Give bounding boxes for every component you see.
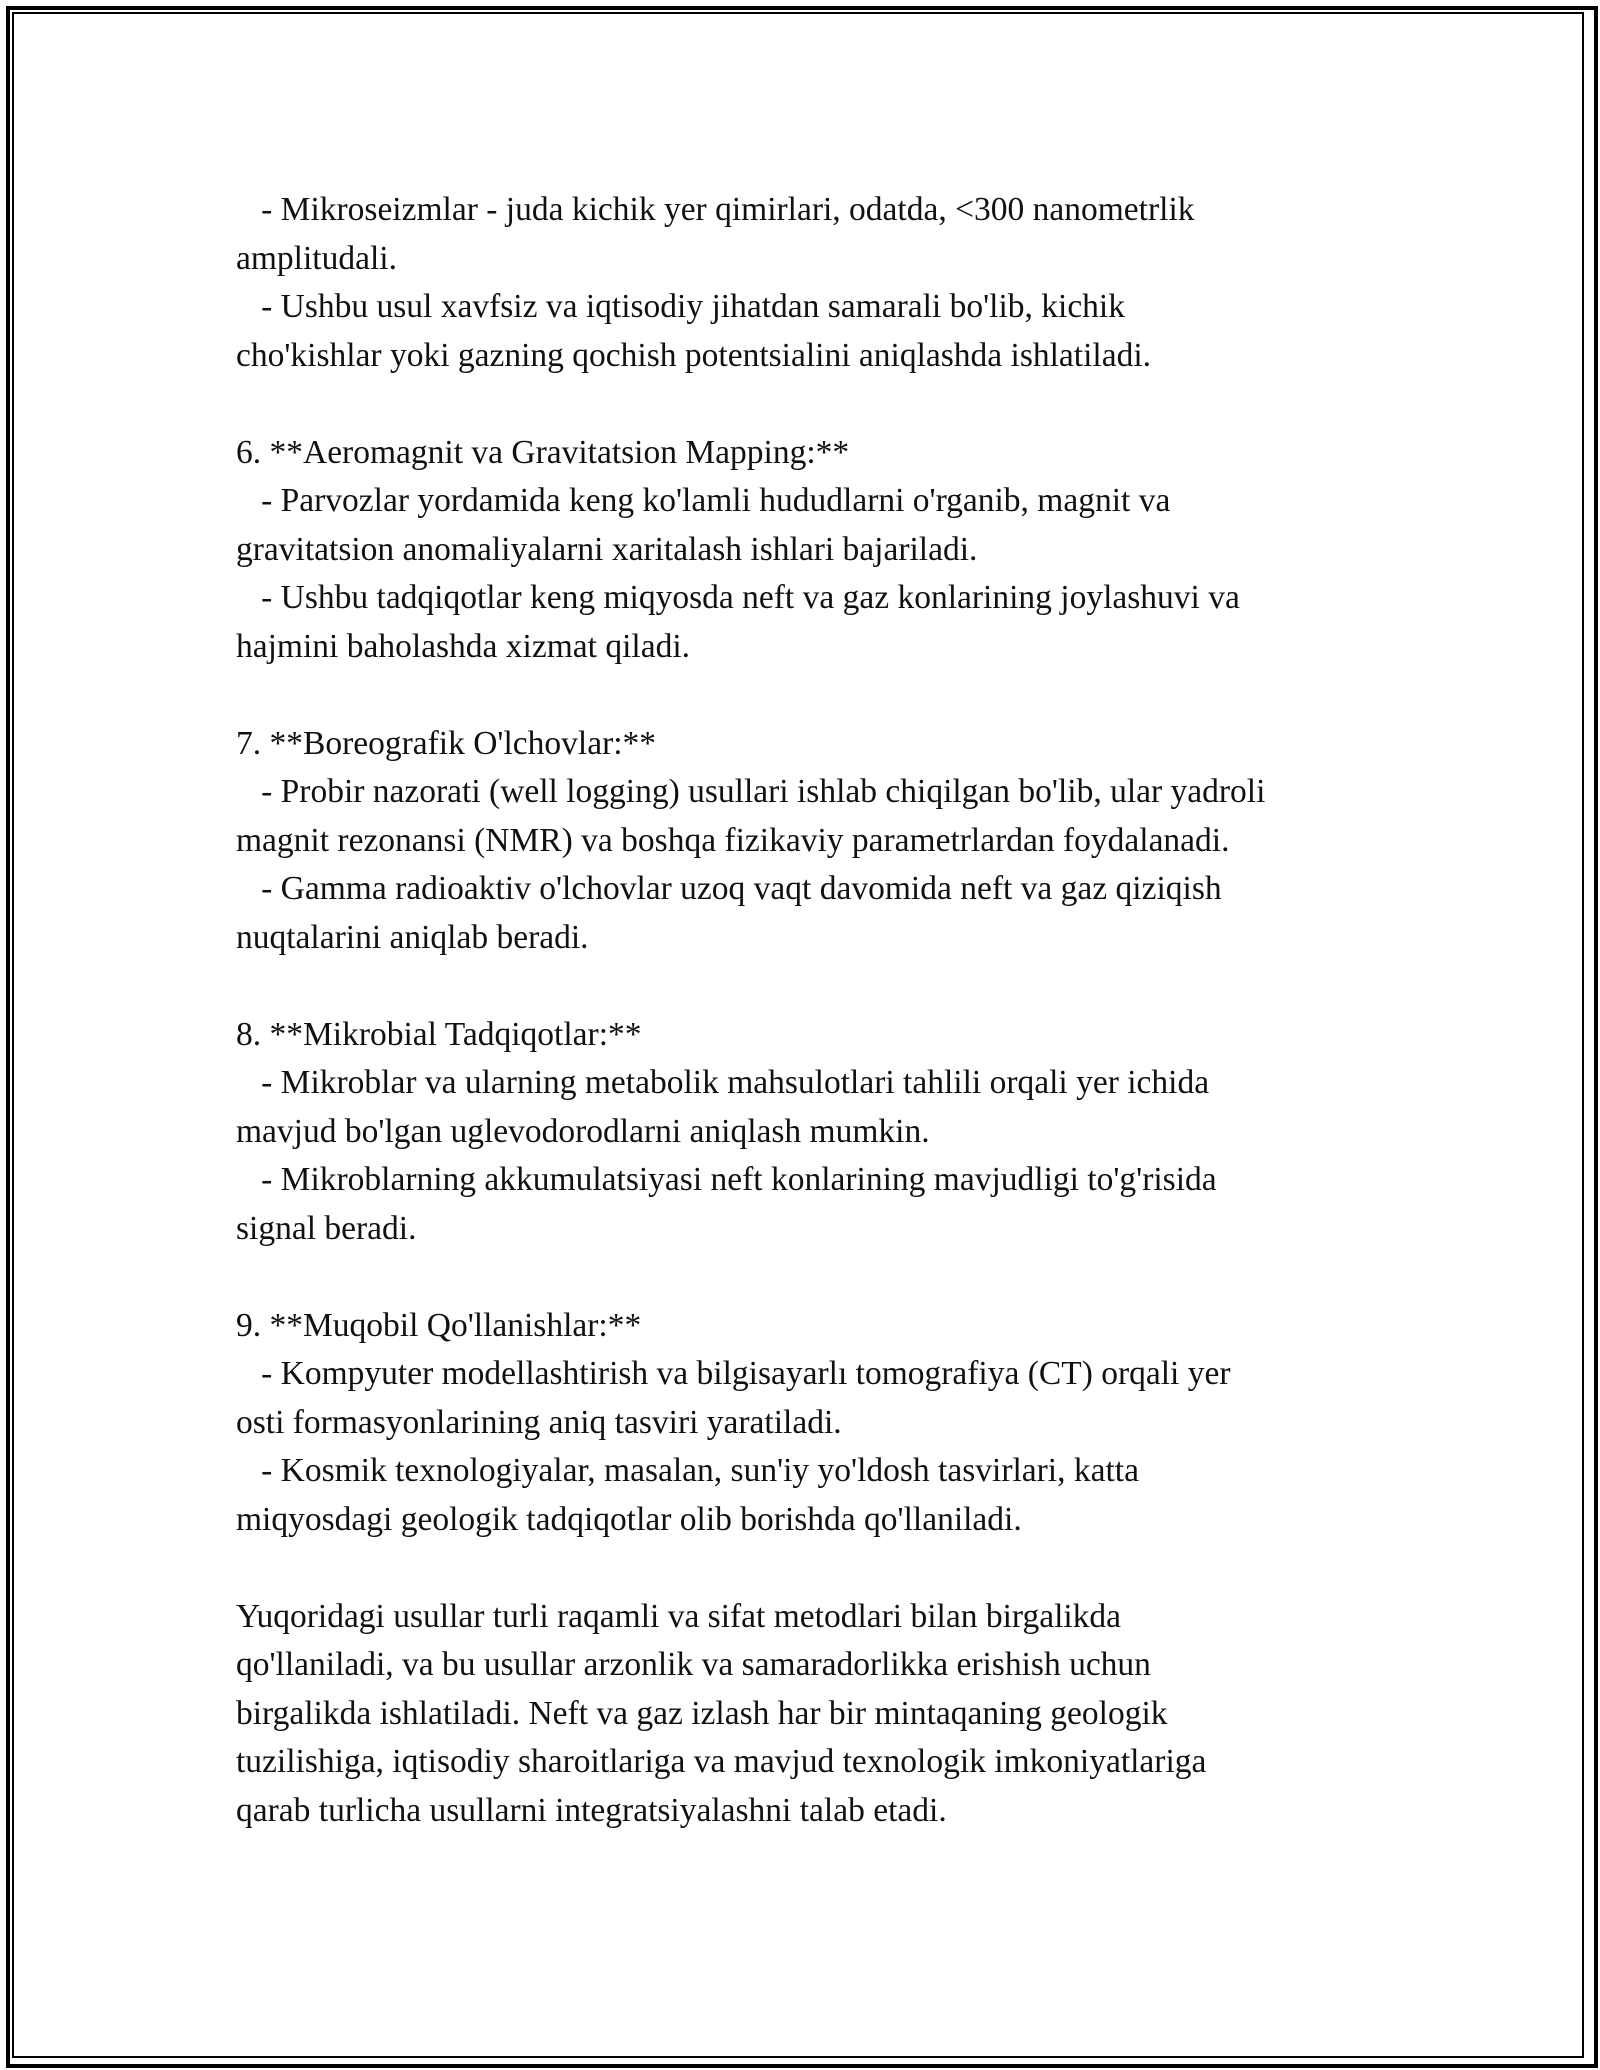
document-body xyxy=(236,186,1416,1884)
text-line: - Parvozlar yordamida keng ko'lamli hududlarni o'rganib, magnit va xyxy=(236,482,1171,519)
text-line: miqyosdagi geologik tadqiqotlar olib borishda qo'llaniladi. xyxy=(236,1500,1022,1538)
paragraph-microseismic xyxy=(236,186,1416,380)
text-line: tuzilishiga, iqtisodiy sharoitlariga va mavjud texnologik imkoniyatlariga xyxy=(236,1743,1207,1780)
text-line: signal beradi. xyxy=(236,1209,417,1247)
paragraph-conclusion xyxy=(236,1593,1416,1836)
section-heading: 7. **Boreografik O'lchovlar:** xyxy=(236,724,657,762)
text-line: - Ushbu usul xavfsiz va iqtisodiy jihatdan samarali bo'lib, kichik xyxy=(236,288,1125,325)
text-line: cho'kishlar yoki gazning qochish potentsialini aniqlashda ishlatiladi. xyxy=(236,336,1152,374)
section-7-boreographic xyxy=(236,720,1416,963)
text-line: - Ushbu tadqiqotlar keng miqyosda neft va gaz konlarining joylashuvi va xyxy=(236,579,1240,616)
text-line: - Mikroblarning akkumulatsiyasi neft konlarining mavjudligi to'g'risida xyxy=(236,1161,1217,1198)
text-line: - Mikroblar va ularning metabolik mahsulotlari tahlili orqali yer ichida xyxy=(236,1064,1210,1101)
section-heading: 6. **Aeromagnit va Gravitatsion Mapping:** xyxy=(236,433,850,471)
section-6-aeromagnetic xyxy=(236,429,1416,672)
text-line: - Kosmik texnologiyalar, masalan, sun'iy yo'ldosh tasvirlari, katta xyxy=(236,1452,1139,1489)
section-8-microbial xyxy=(236,1011,1416,1254)
section-heading: 8. **Mikrobial Tadqiqotlar:** xyxy=(236,1015,642,1053)
text-line: nuqtalarini aniqlab beradi. xyxy=(236,918,589,956)
text-line: qarab turlicha usullarni integratsiyalashni talab etadi. xyxy=(236,1791,947,1829)
text-line: amplitudali. xyxy=(236,239,397,277)
text-line: mavjud bo'lgan uglevodorodlarni aniqlash mumkin. xyxy=(236,1112,930,1150)
text-line: gravitatsion anomaliyalarni xaritalash ishlari bajariladi. xyxy=(236,530,978,568)
text-line: - Mikroseizmlar - juda kichik yer qimirlari, odatda, <300 nanometrlik xyxy=(236,191,1195,228)
text-line: osti formasyonlarining aniq tasviri yaratiladi. xyxy=(236,1403,842,1441)
section-heading: 9. **Muqobil Qo'llanishlar:** xyxy=(236,1306,642,1344)
text-line: Yuqoridagi usullar turli raqamli va sifat metodlari bilan birgalikda xyxy=(236,1597,1122,1635)
text-line: birgalikda ishlatiladi. Neft va gaz izlash har bir mintaqaning geologik xyxy=(236,1694,1168,1732)
text-line: - Probir nazorati (well logging) usullari ishlab chiqilgan bo'lib, ular yadroli xyxy=(236,773,1266,810)
text-line: - Gamma radioaktiv o'lchovlar uzoq vaqt davomida neft va gaz qiziqish xyxy=(236,870,1222,907)
text-line: magnit rezonansi (NMR) va boshqa fizikaviy parametrlardan foydalanadi. xyxy=(236,821,1230,859)
text-line: hajmini baholashda xizmat qiladi. xyxy=(236,627,691,665)
section-9-alternative-applications xyxy=(236,1302,1416,1545)
text-line: qo'llaniladi, va bu usullar arzonlik va samaradorlikka erishish uchun xyxy=(236,1646,1151,1683)
text-line: - Kompyuter modellashtirish va bilgisayarlı tomografiya (CT) orqali yer xyxy=(236,1355,1231,1392)
